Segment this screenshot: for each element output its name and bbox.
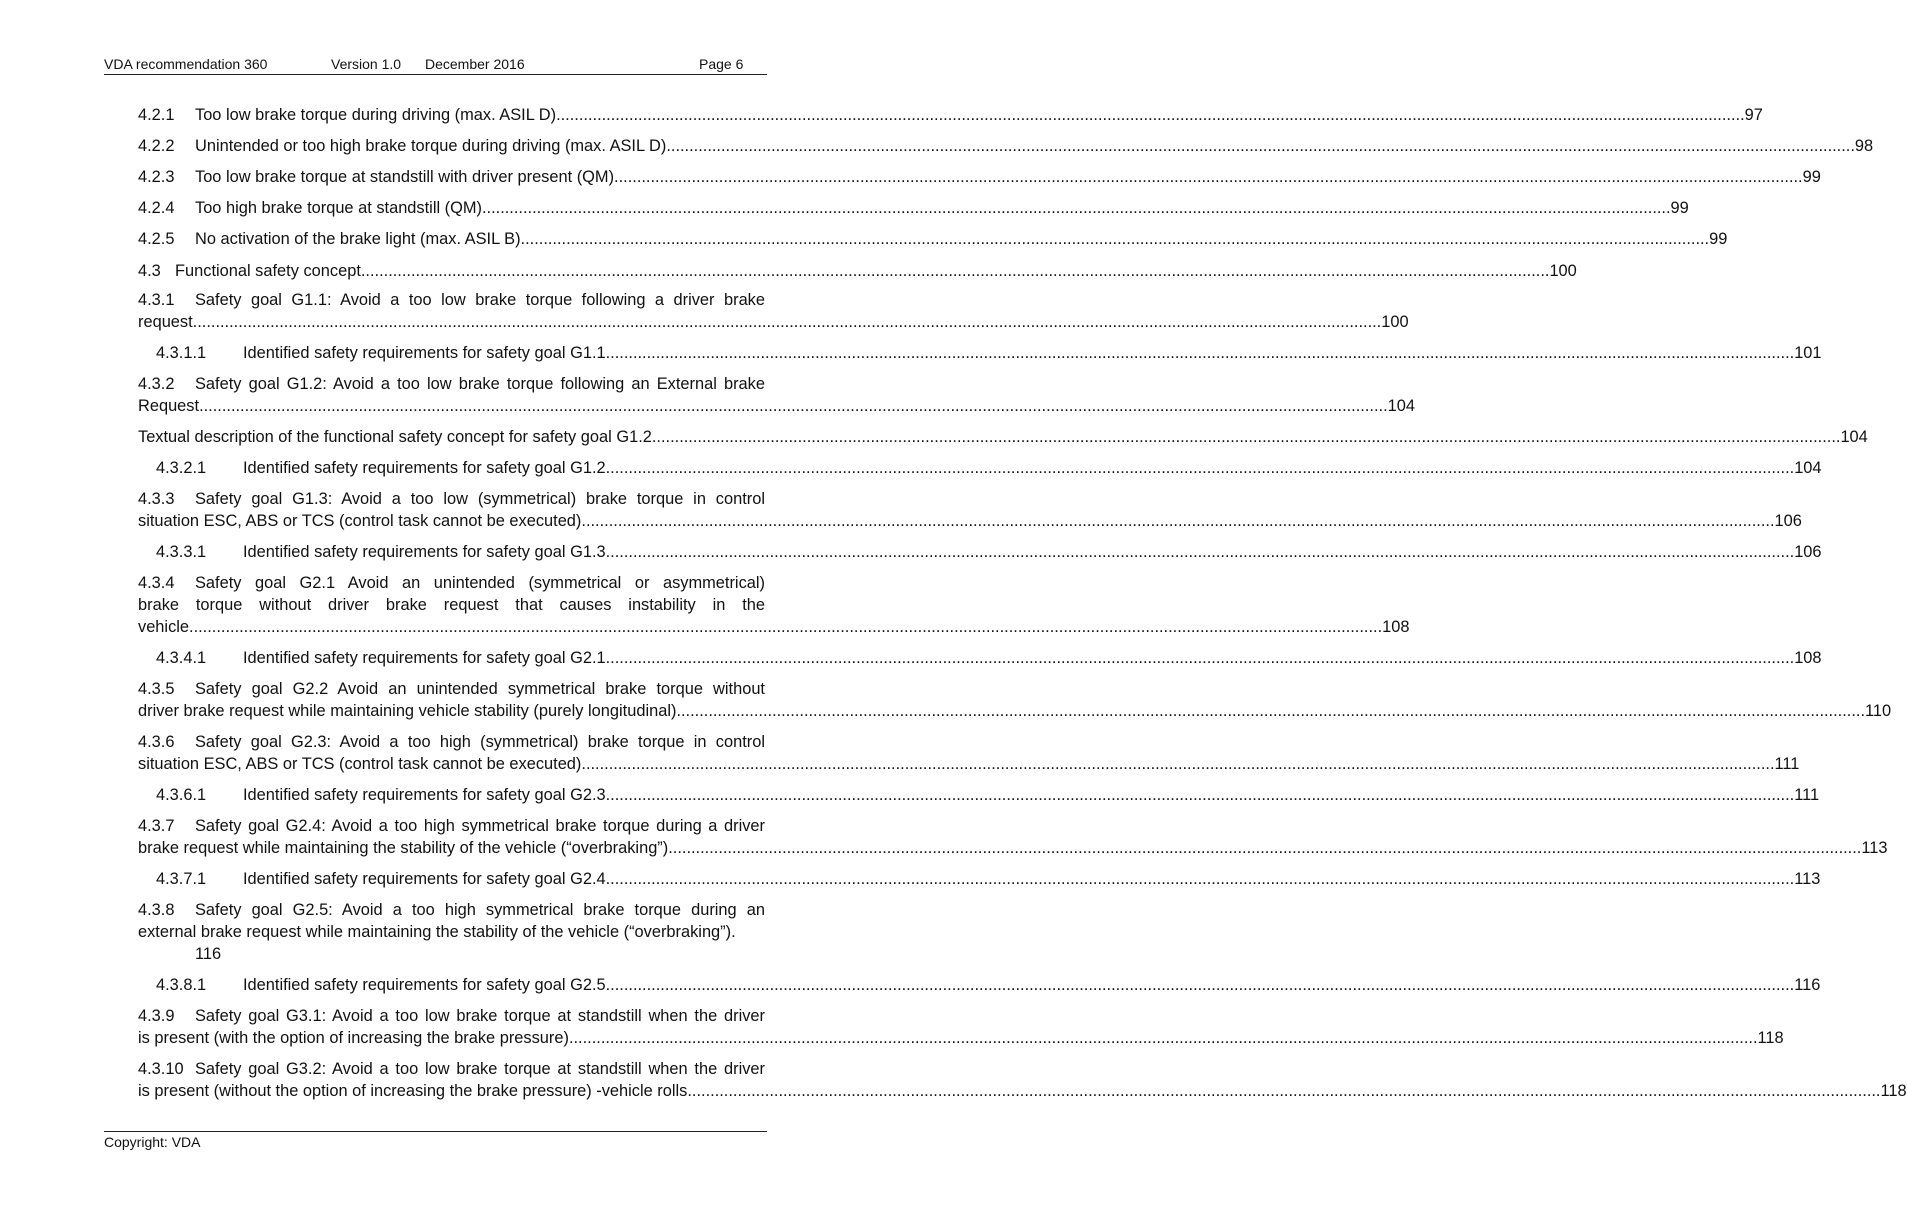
toc-entry-page-number: 97 — [1744, 106, 1763, 124]
toc-entry-title-continued: is present (with the option of increasing the brake pressure) — [138, 1029, 569, 1047]
toc-entry-page-number: 99 — [1670, 199, 1689, 217]
toc-entry-page-number: 104 — [1840, 428, 1868, 446]
toc-entry[interactable] — [138, 541, 1822, 563]
toc-entry-number: 4.2.3 — [138, 168, 175, 186]
toc-entry-page-number: 116 — [195, 945, 222, 963]
toc-entry[interactable] — [138, 784, 1820, 806]
toc-entry-line — [138, 647, 1822, 669]
toc-entry-number: 4.3.2 — [138, 375, 175, 393]
toc-entry-number: 4.2.2 — [138, 137, 175, 155]
toc-entry-number: 4.3.4 — [138, 574, 175, 592]
toc-entry-leader-dots — [199, 395, 1388, 417]
toc-entry-title-continued: request — [138, 313, 193, 331]
toc-entry-page-number: 106 — [1794, 543, 1822, 561]
toc-entry-number: 4.3.6.1 — [156, 786, 207, 804]
toc-entry-first-line — [138, 1005, 765, 1027]
toc-entry-title-continued: driver brake request while maintaining vehicle stability (purely longitudinal) — [138, 702, 677, 720]
toc-entry-second-line: brake torque without driver brake request that causes instability in the — [138, 596, 765, 614]
toc-entry-line — [138, 260, 1577, 282]
toc-entry-page-number: 108 — [1382, 618, 1410, 636]
toc-entry-page-number: 118 — [1757, 1029, 1784, 1047]
toc-entry[interactable] — [138, 572, 1410, 638]
toc-entry-title-continued: Request — [138, 397, 200, 415]
toc-entry-last-line — [138, 1080, 1907, 1102]
toc-entry-page-number: 99 — [1802, 168, 1821, 186]
header-date: December 2016 — [425, 56, 525, 72]
toc-entry-last-line — [138, 311, 1409, 333]
toc-entry-line — [138, 104, 1763, 126]
toc-entry-title: Identified safety requirements for safety goal G2.1 — [243, 649, 606, 667]
toc-entry-number: 4.3.1.1 — [156, 344, 207, 362]
toc-entry-page-number: 113 — [1794, 870, 1821, 888]
toc-entry-title: Textual description of the functional safety concept for safety goal G1.2 — [138, 428, 652, 446]
toc-entry-number: 4.2.4 — [138, 199, 175, 217]
toc-entry-title: Safety goal G1.3: Avoid a too low (symmetrical) brake torque in control — [195, 490, 765, 508]
toc-entry-number: 4.3.1 — [138, 291, 175, 309]
header-doc-title: VDA recommendation 360 — [104, 56, 268, 72]
page-header — [104, 56, 767, 75]
toc-entry[interactable] — [138, 426, 1868, 448]
toc-entry-first-line — [138, 289, 765, 311]
toc-entry-number: 4.3 — [138, 262, 161, 280]
toc-entry-page-number: 99 — [1709, 230, 1728, 248]
toc-entry[interactable] — [138, 373, 1415, 417]
toc-entry-last-line — [138, 616, 1410, 638]
toc-entry-leader-dots — [614, 166, 1803, 188]
toc-entry[interactable] — [138, 974, 1821, 996]
toc-entry-last-line — [138, 510, 1802, 532]
toc-entry[interactable] — [138, 647, 1822, 669]
toc-entry-title: Safety goal G1.1: Avoid a too low brake torque following a driver brake — [195, 291, 765, 309]
toc-entry[interactable] — [138, 678, 1892, 722]
toc-entry-leader-dots — [606, 457, 1795, 479]
toc-entry-number: 4.3.7 — [138, 817, 175, 835]
toc-entry-leader-dots — [606, 784, 1795, 806]
toc-entry-leader-dots — [666, 135, 1855, 157]
toc-entry-line — [138, 166, 1821, 188]
toc-entry-line — [138, 541, 1822, 563]
toc-entry-leader-dots — [692, 1080, 1881, 1102]
toc-entry[interactable] — [138, 868, 1821, 890]
toc-entry-line — [138, 228, 1728, 250]
toc-entry-number: 4.3.4.1 — [156, 649, 207, 667]
toc-entry[interactable] — [138, 104, 1763, 126]
toc-entry-number: 4.2.1 — [138, 106, 175, 124]
toc-entry-title: Safety goal G2.1 Avoid an unintended (symmetrical or asymmetrical) — [195, 574, 765, 592]
toc-entry-number: 4.3.8.1 — [156, 976, 207, 994]
toc-entry-leader-dots — [521, 228, 1710, 250]
toc-entry-first-line — [138, 815, 765, 837]
toc-entry-first-line — [138, 373, 765, 395]
toc-entry[interactable] — [138, 488, 1802, 532]
toc-entry-number: 4.3.2.1 — [156, 459, 207, 477]
toc-entry-last-line — [138, 700, 1892, 722]
toc-entry-page-number: 113 — [1861, 839, 1888, 857]
toc-entry-title: Functional safety concept — [175, 262, 361, 280]
toc-entry-title: Safety goal G2.4: Avoid a too high symmetrical brake torque during a driver — [195, 817, 765, 835]
toc-entry-title-continued: situation ESC, ABS or TCS (control task cannot be executed). — [138, 755, 586, 773]
toc-entry-title: No activation of the brake light (max. ASIL B) — [195, 230, 521, 248]
toc-entry-number: 4.3.9 — [138, 1007, 175, 1025]
toc-entry-leader-dots — [673, 837, 1862, 859]
toc-entry-leader-dots — [606, 868, 1795, 890]
toc-entry[interactable] — [138, 260, 1577, 282]
toc-entry-title: Safety goal G2.5: Avoid a too high symmetrical brake torque during an — [195, 901, 765, 919]
toc-entry-line — [138, 426, 1868, 448]
toc-entry[interactable] — [138, 289, 1409, 333]
toc-entry-title: Identified safety requirements for safety goal G1.3 — [243, 543, 606, 561]
toc-entry-line — [138, 342, 1822, 364]
toc-entry-title: Identified safety requirements for safety goal G1.1 — [243, 344, 606, 362]
toc-entry-title-continued: situation ESC, ABS or TCS (control task cannot be executed). — [138, 512, 586, 530]
toc-entry-number: 4.3.8 — [138, 901, 175, 919]
toc-entry-leader-dots — [586, 510, 1775, 532]
toc-entry-title-continued: vehicle. — [138, 618, 194, 636]
toc-entry-page-number: 100 — [1549, 262, 1577, 280]
toc-entry[interactable] — [138, 731, 1800, 775]
toc-entry-page-number: 101 — [1794, 344, 1822, 362]
toc-entry-number: 4.3.10 — [138, 1060, 184, 1078]
toc-entry-first-line — [138, 731, 765, 753]
toc-entry-last-line — [138, 837, 1888, 859]
toc-entry[interactable] — [138, 166, 1821, 188]
toc-entry-title-continued: brake request while maintaining the stability of the vehicle (“overbraking”). — [138, 839, 673, 857]
toc-entry-page-number: 100 — [1381, 313, 1409, 331]
toc-entry-title: Unintended or too high brake torque during driving (max. ASIL D) — [195, 137, 667, 155]
toc-entry[interactable] — [138, 197, 1689, 219]
toc-entry-title: Identified safety requirements for safety goal G2.5 — [243, 976, 606, 994]
toc-entry-line — [138, 868, 1821, 890]
toc-entry-leader-dots — [606, 541, 1795, 563]
toc-entry-number: 4.3.3.1 — [156, 543, 207, 561]
toc-entry-title: Safety goal G1.2: Avoid a too low brake torque following an External brake — [195, 375, 765, 393]
toc-entry-leader-dots — [482, 197, 1671, 219]
toc-entry[interactable] — [138, 457, 1822, 479]
toc-entry-title: Safety goal G2.2 Avoid an unintended symmetrical brake torque without — [195, 680, 765, 698]
page-footer: Copyright: VDA — [104, 1131, 767, 1150]
toc-entry-first-line — [138, 1058, 765, 1080]
toc-entry-last-line — [138, 921, 765, 965]
toc-entry-page-number: 116 — [1794, 976, 1821, 994]
toc-entry-title-continued: is present (without the option of increasing the brake pressure) -vehicle rolls. — [138, 1082, 692, 1100]
toc-entry[interactable] — [138, 899, 765, 965]
toc-entry-title: Safety goal G2.3: Avoid a too high (symmetrical) brake torque in control — [195, 733, 765, 751]
toc-entry-leader-dots — [606, 342, 1795, 364]
toc-entry-line — [138, 457, 1822, 479]
toc-entry-line — [138, 974, 1821, 996]
toc-entry-title: Identified safety requirements for safety goal G1.2 — [243, 459, 606, 477]
toc-entry-leader-dots — [361, 260, 1550, 282]
toc-entry-page-number: 108 — [1794, 649, 1822, 667]
toc-entry-leader-dots — [569, 1027, 1758, 1049]
toc-entry-first-line — [138, 488, 765, 510]
toc-entry-first-line — [138, 899, 765, 921]
toc-entry[interactable] — [138, 135, 1874, 157]
toc-entry-page-number: 110 — [1865, 702, 1892, 720]
toc-entry-last-line — [138, 395, 1415, 417]
toc-entry-leader-dots — [652, 426, 1841, 448]
toc-entry-last-line — [138, 753, 1800, 775]
toc-entry-number: 4.3.5 — [138, 680, 175, 698]
toc-entry-title: Safety goal G3.2: Avoid a too low brake torque at standstill when the driver — [195, 1060, 765, 1078]
toc-entry-number: 4.2.5 — [138, 230, 175, 248]
toc-entry-last-line — [138, 1027, 1784, 1049]
toc-entry-first-line — [138, 572, 765, 594]
toc-entry-leader-dots — [606, 647, 1795, 669]
toc-entry[interactable] — [138, 1005, 1784, 1049]
toc-entry-page-number: 111 — [1774, 755, 1800, 773]
header-version: Version 1.0 — [331, 56, 402, 72]
toc-entry-page-number: 106 — [1774, 512, 1802, 530]
toc-entry-page-number: 104 — [1794, 459, 1822, 477]
toc-entry-number: 4.3.6 — [138, 733, 175, 751]
toc-entry-line — [138, 784, 1820, 806]
toc-entry-title-continued: external brake request while maintaining the stability of the vehicle (“overbraking”). — [138, 923, 736, 941]
toc-entry-number: 4.3.3 — [138, 490, 175, 508]
toc-entry-page-number: 111 — [1794, 786, 1820, 804]
toc-entry-leader-dots — [676, 700, 1865, 722]
toc-entry-page-number: 118 — [1880, 1082, 1907, 1100]
toc-entry-number: 4.3.7.1 — [156, 870, 207, 888]
toc-entry-page-number: 98 — [1854, 137, 1874, 155]
toc-entry-title: Too high brake torque at standstill (QM) — [195, 199, 482, 217]
header-page-number: Page 6 — [699, 56, 744, 72]
toc-entry-title: Identified safety requirements for safety goal G2.4 — [243, 870, 606, 888]
toc-entry-first-line — [138, 678, 765, 700]
toc-entry[interactable] — [138, 815, 1888, 859]
toc-entry-leader-dots — [194, 616, 1383, 638]
toc-entry[interactable] — [138, 342, 1822, 364]
toc-entry-line — [138, 135, 1874, 157]
toc-entry-page-number: 104 — [1387, 397, 1415, 415]
toc-entry-title: Identified safety requirements for safety goal G2.3 — [243, 786, 606, 804]
toc-entry-leader-dots — [586, 753, 1775, 775]
toc-entry-leader-dots — [606, 974, 1795, 996]
toc-entry-leader-dots — [556, 104, 1745, 126]
toc-entry-title: Too low brake torque during driving (max. ASIL D) — [195, 106, 557, 124]
toc-entry-leader-dots — [193, 311, 1382, 333]
toc-entry[interactable] — [138, 1058, 1907, 1102]
toc-entry[interactable] — [138, 228, 1728, 250]
toc-entry-title: Safety goal G3.1: Avoid a too low brake torque at standstill when the driver — [195, 1007, 765, 1025]
toc-entry-title: Too low brake torque at standstill with driver present (QM) — [195, 168, 615, 186]
toc-entry-line — [138, 197, 1689, 219]
